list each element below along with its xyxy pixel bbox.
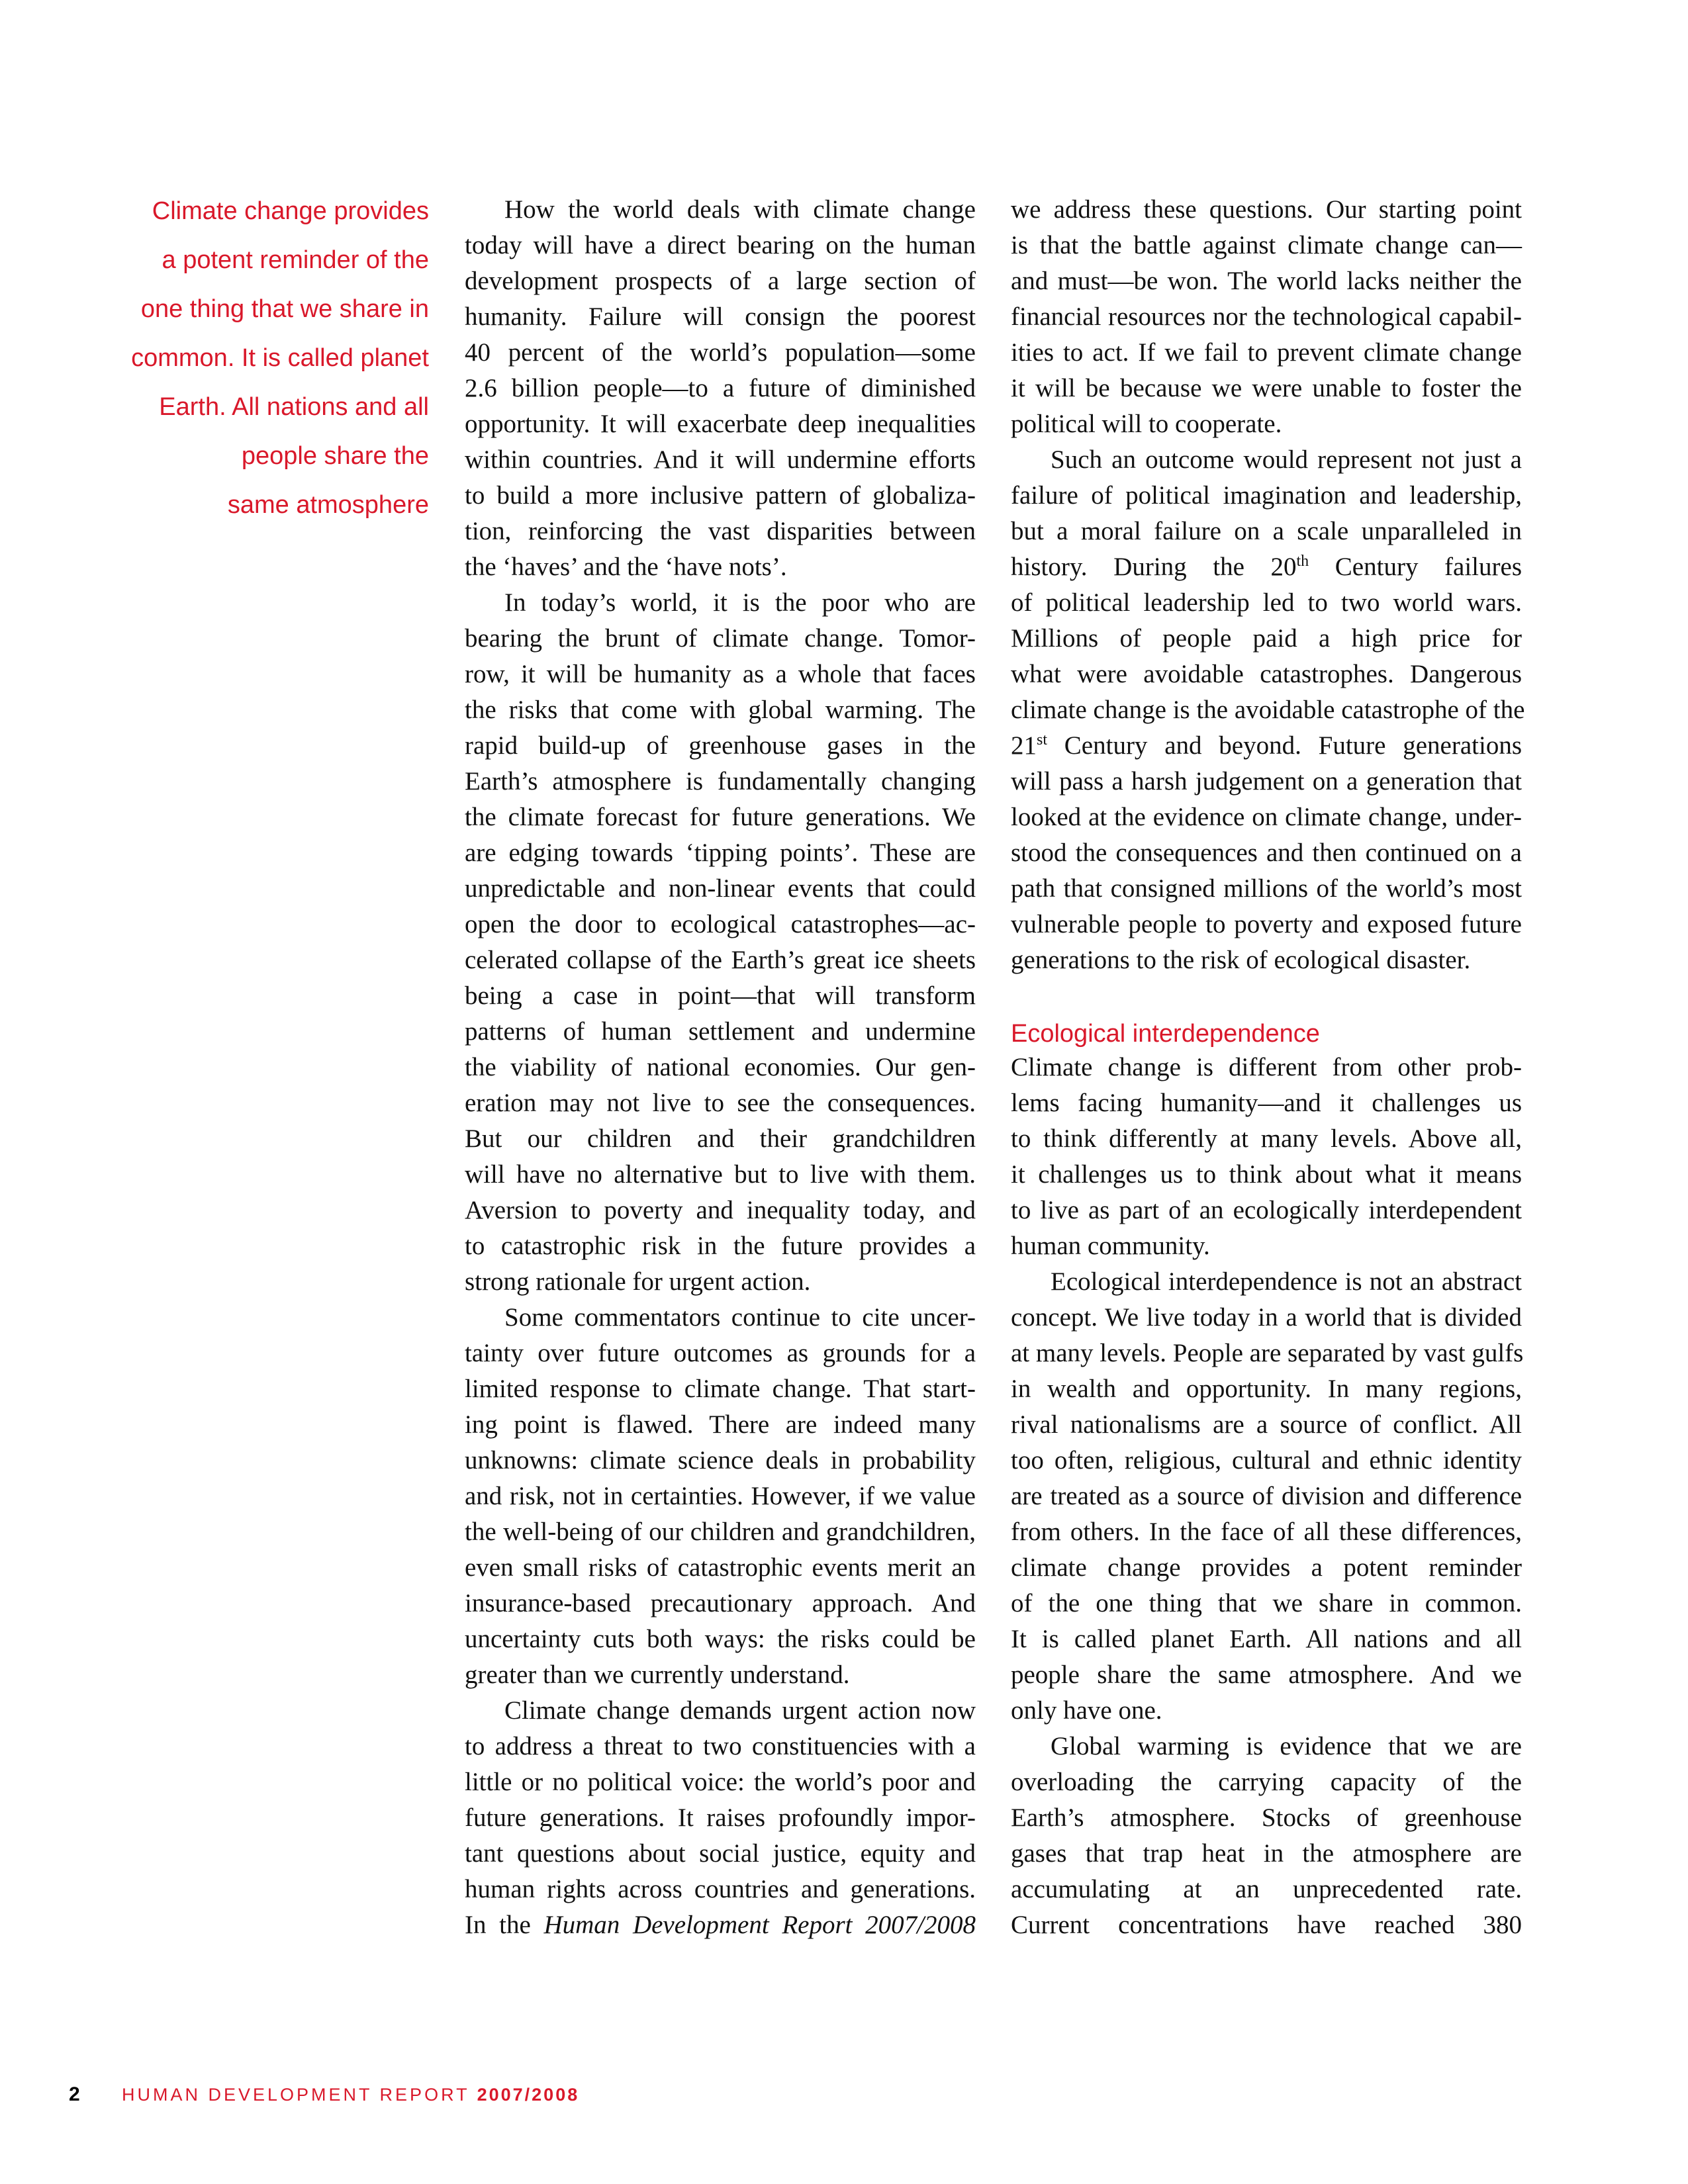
text-line: greater than we currently understand. bbox=[465, 1661, 850, 1689]
text-line: we address these questions. Our starting point bbox=[1011, 195, 1522, 224]
text-line: unknowns: climate science deals in probability bbox=[465, 1446, 976, 1475]
text-line: open the door to ecological catastrophes—ac- bbox=[465, 910, 976, 938]
text-line: the ‘haves’ and the ‘have nots’. bbox=[465, 553, 787, 581]
text-line: How the world deals with climate change bbox=[504, 195, 976, 224]
text-line: rival nationalisms are a source of conflict. All bbox=[1011, 1410, 1522, 1439]
text-line: tainty over future outcomes as grounds for a bbox=[465, 1339, 976, 1367]
text-line: limited response to climate change. That start- bbox=[465, 1375, 976, 1403]
text-line: are treated as a source of division and difference bbox=[1011, 1482, 1522, 1510]
text-line: to build a more inclusive pattern of globaliza- bbox=[465, 481, 976, 510]
text-line: today will have a direct bearing on the human bbox=[465, 231, 976, 259]
text-line: political will to cooperate. bbox=[1011, 410, 1282, 438]
report-year: 2007/2008 bbox=[477, 2085, 580, 2105]
pull-quote bbox=[99, 187, 429, 529]
text-line: in wealth and opportunity. In many regions, bbox=[1011, 1375, 1522, 1403]
text-line: the risks that come with global warming. The bbox=[465, 696, 976, 724]
text-line: little or no political voice: the world’s poor and bbox=[465, 1768, 976, 1796]
text-line: tion, reinforcing the vast disparities between bbox=[465, 517, 976, 545]
text-line: Aversion to poverty and inequality today, and bbox=[465, 1196, 976, 1224]
text-line: to address a threat to two constituencies with a bbox=[465, 1732, 976, 1760]
blank-line-spacer bbox=[1011, 978, 1522, 1014]
text-line: only have one. bbox=[1011, 1696, 1162, 1725]
text-line: within countries. And it will undermine efforts bbox=[465, 445, 976, 474]
text-line: and must—be won. The world lacks neither the bbox=[1011, 267, 1522, 295]
running-footer-title bbox=[122, 2078, 579, 2111]
ordinal-superscript: st bbox=[1037, 731, 1048, 749]
text-line: Climate change is different from other prob- bbox=[1011, 1053, 1522, 1081]
text-line: future generations. It raises profoundly impor- bbox=[465, 1803, 976, 1832]
text-line: uncertainty cuts both ways: the risks could be bbox=[465, 1625, 976, 1653]
text-line: financial resources nor the technological capabil- bbox=[1011, 302, 1522, 331]
text-line: climate change is the avoidable catastrophe of the bbox=[1011, 696, 1525, 724]
text-fragment: 21 bbox=[1011, 731, 1037, 760]
text-line: Such an outcome would represent not just a bbox=[1051, 445, 1522, 474]
text-fragment: history. During the 20 bbox=[1011, 553, 1297, 581]
text-line: the viability of national economies. Our gen- bbox=[465, 1053, 976, 1081]
text-line: In today’s world, it is the poor who are bbox=[504, 588, 976, 617]
text-line: Climate change demands urgent action now bbox=[504, 1696, 976, 1725]
text-line-with-italic-title bbox=[465, 1907, 976, 1943]
report-title-italic: Human Development Report 2007/2008 bbox=[543, 1911, 976, 1939]
text-line: is that the battle against climate change can— bbox=[1011, 231, 1522, 259]
text-line: and risk, not in certainties. However, if we value bbox=[465, 1482, 976, 1510]
text-line: 2.6 billion people—to a future of diminished bbox=[465, 374, 976, 402]
text-line: of political leadership led to two world wars. bbox=[1011, 588, 1522, 617]
text-line: of the one thing that we share in common. bbox=[1011, 1589, 1522, 1617]
pull-quote-line: Climate change provides bbox=[152, 197, 429, 225]
text-line: insurance-based precautionary approach. And bbox=[465, 1589, 976, 1617]
pull-quote-line: a potent reminder of the bbox=[162, 246, 429, 274]
text-line: opportunity. It will exacerbate deep inequalities bbox=[465, 410, 976, 438]
text-line: Earth’s atmosphere is fundamentally changing bbox=[465, 767, 976, 796]
pull-quote-line: same atmosphere bbox=[227, 491, 429, 519]
text-line: Ecological interdependence is not an abstract bbox=[1051, 1267, 1522, 1296]
text-line: human community. bbox=[1011, 1232, 1210, 1260]
text-line: people share the same atmosphere. And we bbox=[1011, 1661, 1522, 1689]
text-line: ing point is flawed. There are indeed many bbox=[465, 1410, 976, 1439]
text-line: unpredictable and non-linear events that could bbox=[465, 874, 976, 903]
text-line: being a case in point—that will transform bbox=[465, 981, 976, 1010]
text-line: are edging towards ‘tipping points’. These are bbox=[465, 839, 976, 867]
text-line: accumulating at an unprecedented rate. bbox=[1011, 1875, 1522, 1903]
text-line: rapid build-up of greenhouse gases in the bbox=[465, 731, 976, 760]
text-line: failure of political imagination and leadership, bbox=[1011, 481, 1522, 510]
text-line: strong rationale for urgent action. bbox=[465, 1267, 811, 1296]
text-line: 40 percent of the world’s population—some bbox=[465, 338, 976, 367]
body-column-right bbox=[1011, 192, 1525, 1943]
text-line: development prospects of a large section of bbox=[465, 267, 976, 295]
text-line: But our children and their grandchildren bbox=[465, 1124, 976, 1153]
text-line: to think differently at many levels. Above all, bbox=[1011, 1124, 1522, 1153]
text-line: vulnerable people to poverty and exposed future bbox=[1011, 910, 1522, 938]
pull-quote-line: common. It is called planet bbox=[131, 344, 429, 372]
text-line-with-superscript bbox=[1011, 728, 1522, 764]
text-line: it will be because we were unable to foster the bbox=[1011, 374, 1522, 402]
pull-quote-line: Earth. All nations and all bbox=[159, 393, 429, 421]
text-line: looked at the evidence on climate change, under- bbox=[1011, 803, 1522, 831]
text-line: humanity. Failure will consign the poorest bbox=[465, 302, 976, 331]
text-line: from others. In the face of all these differences, bbox=[1011, 1518, 1522, 1546]
text-line-with-superscript bbox=[1011, 549, 1522, 585]
page-number: 2 bbox=[69, 2083, 80, 2105]
text-line: Millions of people paid a high price for bbox=[1011, 624, 1522, 653]
text-line: It is called planet Earth. All nations and all bbox=[1011, 1625, 1522, 1653]
text-line: even small risks of catastrophic events merit an bbox=[465, 1553, 976, 1582]
text-line: Some commentators continue to cite uncer- bbox=[504, 1303, 976, 1332]
body-column-middle bbox=[465, 192, 976, 1943]
text-line: ities to act. If we fail to prevent climate change bbox=[1011, 338, 1522, 367]
section-heading: Ecological interdependence bbox=[1011, 1020, 1320, 1048]
text-line: what were avoidable catastrophes. Dangerous bbox=[1011, 660, 1522, 688]
text-line: gases that trap heat in the atmosphere are bbox=[1011, 1839, 1522, 1868]
text-line: celerated collapse of the Earth’s great ice sheets bbox=[465, 946, 976, 974]
pull-quote-line: people share the bbox=[241, 442, 429, 470]
text-line: row, it will be humanity as a whole that faces bbox=[465, 660, 976, 688]
text-line: climate change provides a potent reminder bbox=[1011, 1553, 1522, 1582]
text-fragment: Century and beyond. Future generations bbox=[1047, 731, 1522, 760]
text-line: generations to the risk of ecological disaster. bbox=[1011, 946, 1471, 974]
text-line: Earth’s atmosphere. Stocks of greenhouse bbox=[1011, 1803, 1522, 1832]
pull-quote-line: one thing that we share in bbox=[140, 295, 429, 323]
ordinal-superscript: th bbox=[1296, 553, 1309, 570]
text-line: it challenges us to think about what it means bbox=[1011, 1160, 1522, 1189]
text-line: but a moral failure on a scale unparalleled in bbox=[1011, 517, 1522, 545]
text-fragment: Century failures bbox=[1309, 553, 1522, 581]
text-line: overloading the carrying capacity of the bbox=[1011, 1768, 1522, 1796]
text-line: eration may not live to see the consequences. bbox=[465, 1089, 976, 1117]
text-line: to live as part of an ecologically interdependent bbox=[1011, 1196, 1522, 1224]
text-line: concept. We live today in a world that is divided bbox=[1011, 1303, 1522, 1332]
text-line: Global warming is evidence that we are bbox=[1051, 1732, 1522, 1760]
text-line: lems facing humanity—and it challenges us bbox=[1011, 1089, 1522, 1117]
text-line: at many levels. People are separated by vast gulfs bbox=[1011, 1339, 1524, 1367]
text-line: tant questions about social justice, equity and bbox=[465, 1839, 976, 1868]
text-line: too often, religious, cultural and ethnic identity bbox=[1011, 1446, 1522, 1475]
text-line: will have no alternative but to live with them. bbox=[465, 1160, 976, 1189]
text-line: will pass a harsh judgement on a generation that bbox=[1011, 767, 1522, 796]
text-line: stood the consequences and then continued on a bbox=[1011, 839, 1522, 867]
text-line: the climate forecast for future generations. We bbox=[465, 803, 976, 831]
text-line: path that consigned millions of the world’s most bbox=[1011, 874, 1522, 903]
report-name: HUMAN DEVELOPMENT REPORT bbox=[122, 2085, 477, 2105]
text-line: human rights across countries and generations. bbox=[465, 1875, 976, 1903]
text-line: to catastrophic risk in the future provides a bbox=[465, 1232, 976, 1260]
text-line: bearing the brunt of climate change. Tomor- bbox=[465, 624, 976, 653]
text-line: the well-being of our children and grandchildren, bbox=[465, 1518, 976, 1546]
text-fragment: In the bbox=[465, 1911, 544, 1939]
text-line: patterns of human settlement and undermine bbox=[465, 1017, 976, 1046]
text-line: Current concentrations have reached 380 bbox=[1011, 1911, 1522, 1939]
